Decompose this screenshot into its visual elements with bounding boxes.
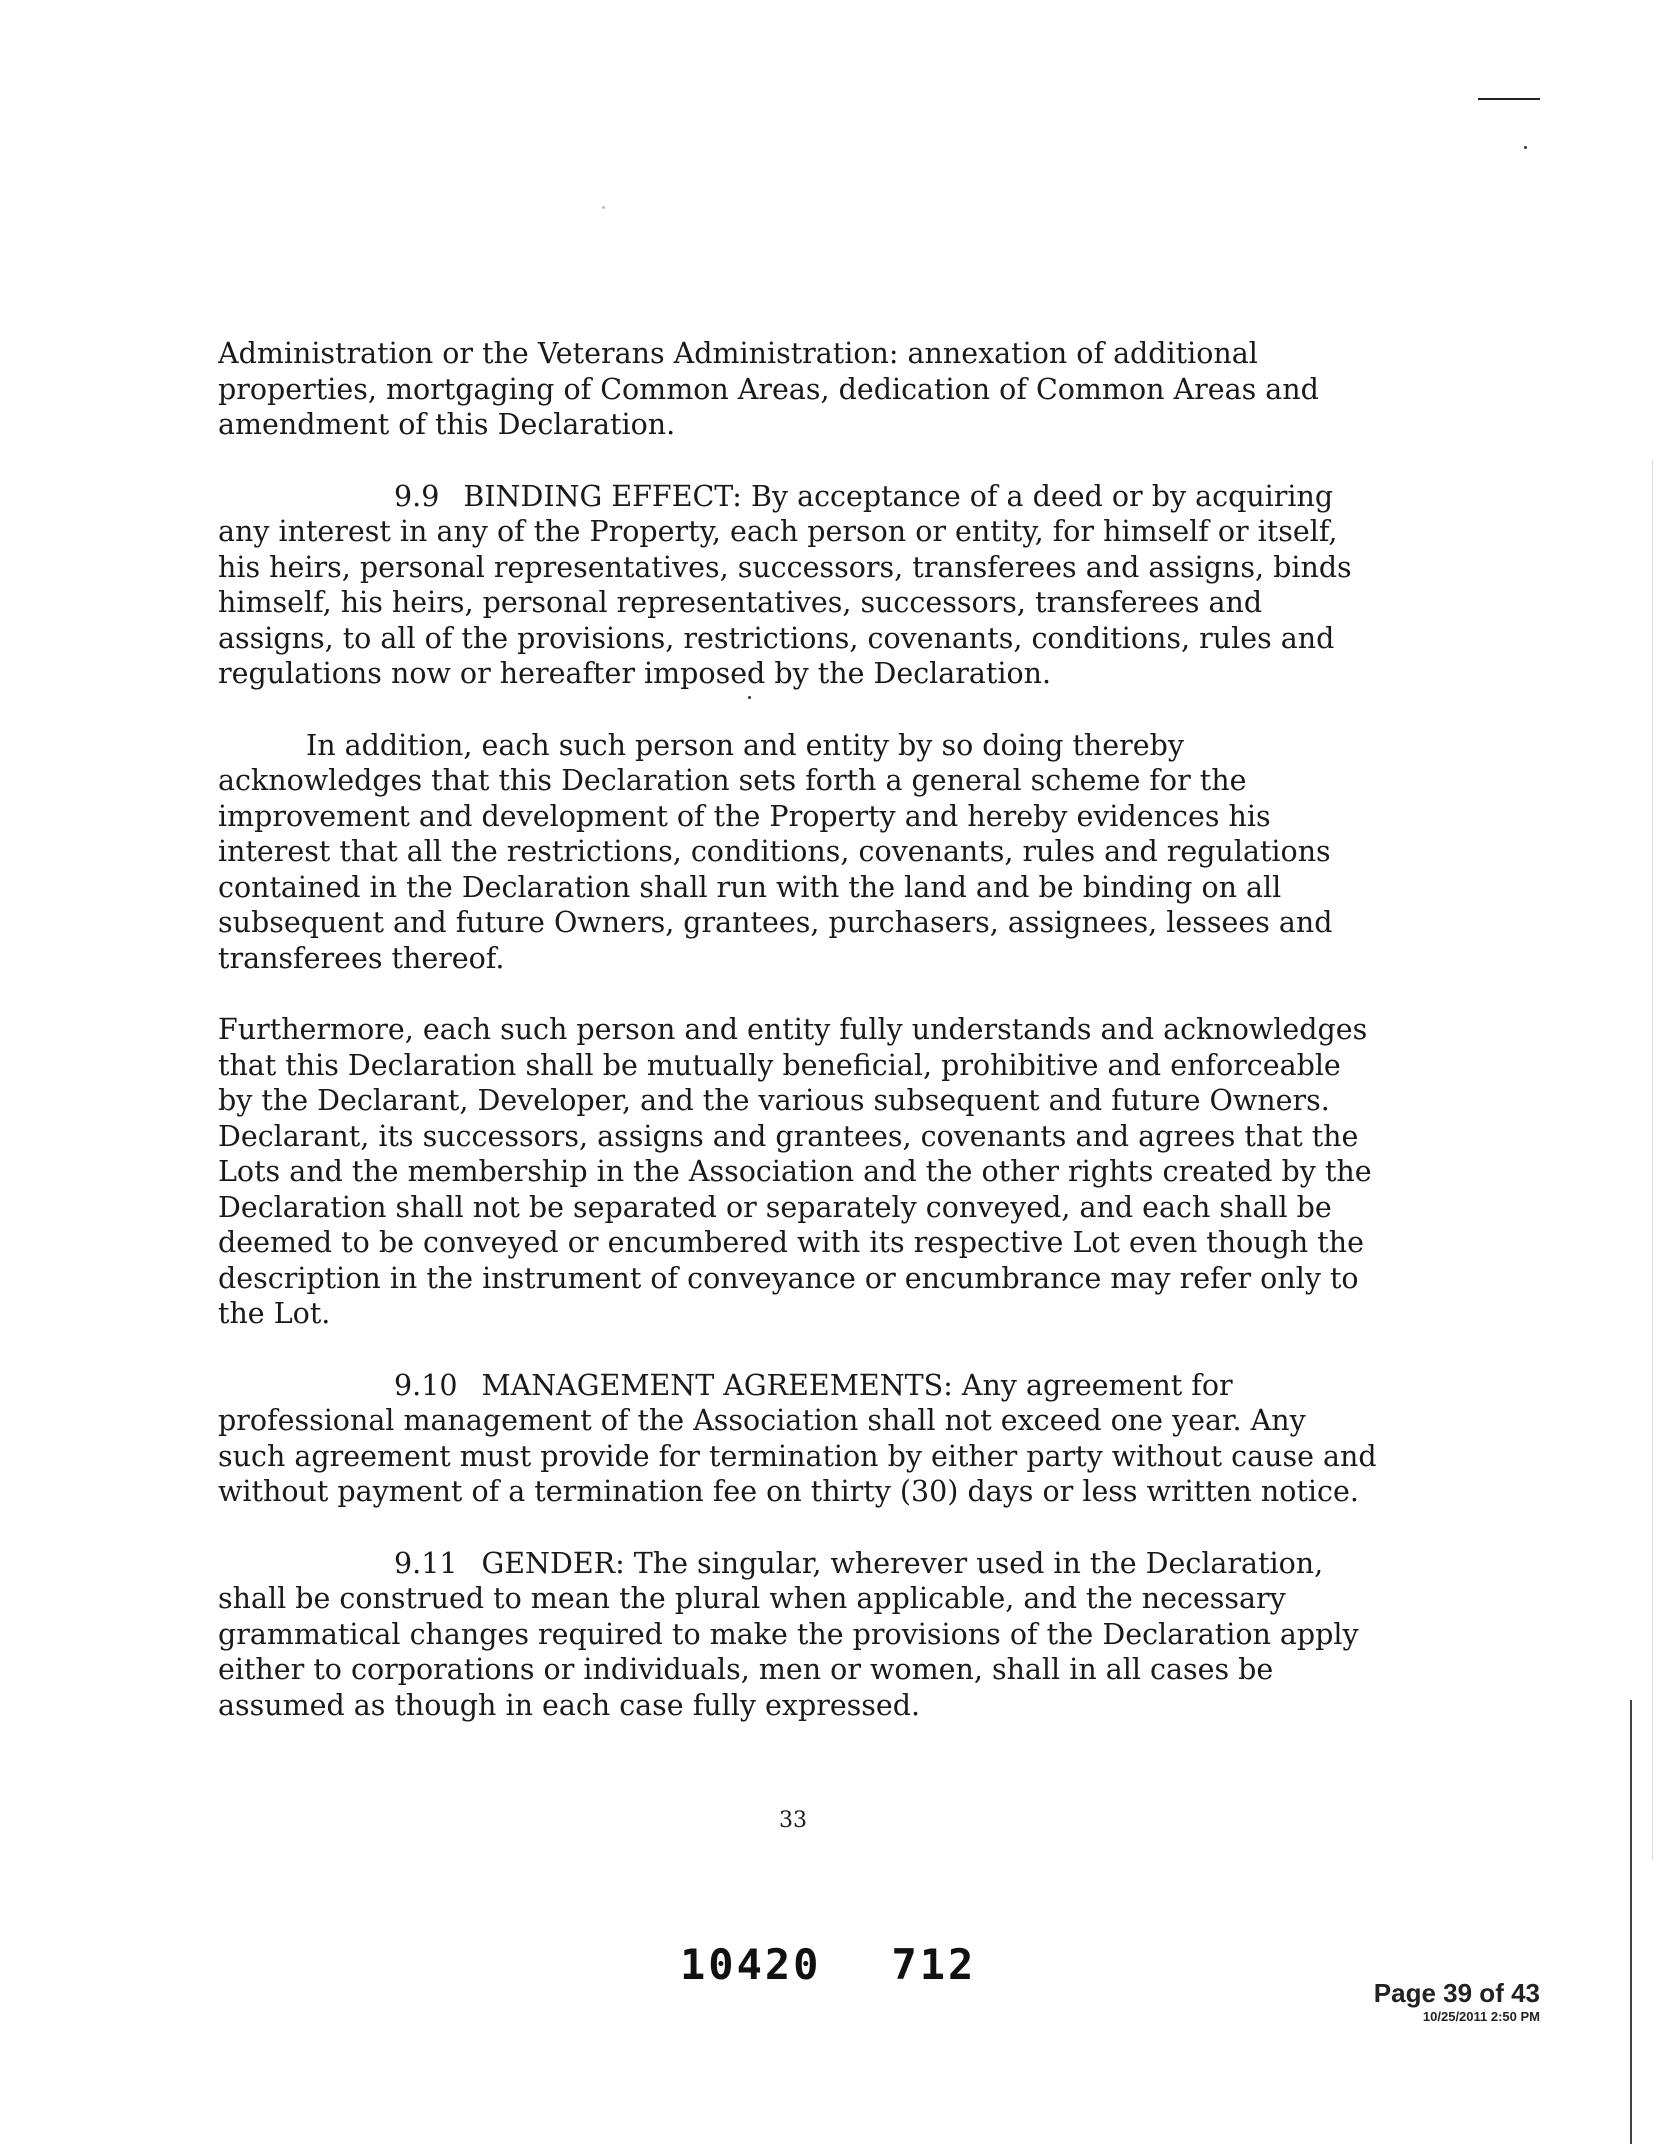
section-heading: MANAGEMENT AGREEMENTS: (481, 1368, 953, 1402)
recording-book: 10420 (680, 1940, 822, 1989)
paragraph-text: By acceptance of a deed or by acquiring any interest in any of the Property, each person or entity, for himself or itself, his heirs, personal representatives, successors, transferees and assigns, binds himself, his heirs, personal representatives, successors, transferees and assigns, to all of the provisions, restrictions, covenants, conditions, rules and regulations now or hereafter imposed by the Declaration. (218, 479, 1352, 690)
section-heading: BINDING EFFECT: (463, 479, 742, 513)
page-number: 33 (779, 1808, 807, 1833)
page-stamp (1374, 1978, 1540, 2026)
paragraph-text: Administration or the Veterans Administration: annexation of additional properties, mortgaging of Common Areas, dedication of Common Areas and amendment of this Declaration. (218, 337, 1319, 441)
scan-artifact-dot (1524, 146, 1527, 149)
recording-page: 712 (891, 1940, 977, 1989)
scan-artifact-dot (602, 206, 605, 209)
paragraph-continuation (218, 336, 1378, 443)
scan-artifact-line (1478, 98, 1540, 100)
section-number: 9.9 (394, 479, 440, 513)
paragraph-furthermore (218, 1012, 1378, 1332)
paragraph-in-addition (218, 728, 1378, 977)
paragraph-text: In addition, each such person and entity by so doing thereby acknowledges that this Declaration sets forth a general scheme for the improvement and development of the Property and hereby evidences his interest that all the restrictions, conditions, covenants, rules and regulations contained in the Declaration shall run with the land and be binding on all subsequent and future Owners, grantees, purchasers, assignees, lessees and transferees thereof. (218, 728, 1333, 975)
section-number: 9.11 (394, 1546, 458, 1580)
section-9-10-management-agreements (218, 1368, 1378, 1510)
scan-edge-faint (1652, 460, 1653, 1860)
stamp-page-label: Page 39 of 43 (1373, 1978, 1540, 2008)
recording-book-page (680, 1940, 976, 1989)
document-body (218, 336, 1378, 1759)
paragraph-text: The singular, wherever used in the Declaration, shall be construed to mean the plural when applicable, and the necessary grammatical changes required to make the provisions of the Declaration apply either to corporations or individuals, men or women, shall in all cases be assumed as though in each case fully expressed. (218, 1546, 1359, 1722)
paragraph-text: Furthermore, each such person and entity fully understands and acknowledges that this Declaration shall be mutually beneficial, prohibitive and enforceable by the Declarant, Developer, and the various subsequent and future Owners. Declarant, its successors, assigns and grantees, covenants and agrees that the Lots and the membership in the Association and the other rights created by the Declaration shall not be separated or separately conveyed, and each shall be deemed to be conveyed or encumbered with its respective Lot even though the description in the instrument of conveyance or encumbrance may refer only to the Lot. (218, 1013, 1372, 1330)
section-heading: GENDER: (481, 1546, 625, 1580)
section-number: 9.10 (394, 1368, 458, 1402)
stamp-datetime: 10/25/2011 2:50 PM (1422, 2009, 1540, 2024)
paragraph-text: Any agreement for professional management of the Association shall not exceed one year. Any such agreement must provide for termination by either party without cause and without payment of a termination fee on thirty (30) days or less written notice. (218, 1368, 1377, 1508)
section-9-11-gender (218, 1546, 1378, 1724)
section-9-9-binding-effect (218, 479, 1378, 692)
scan-edge-line (1630, 1700, 1632, 2144)
